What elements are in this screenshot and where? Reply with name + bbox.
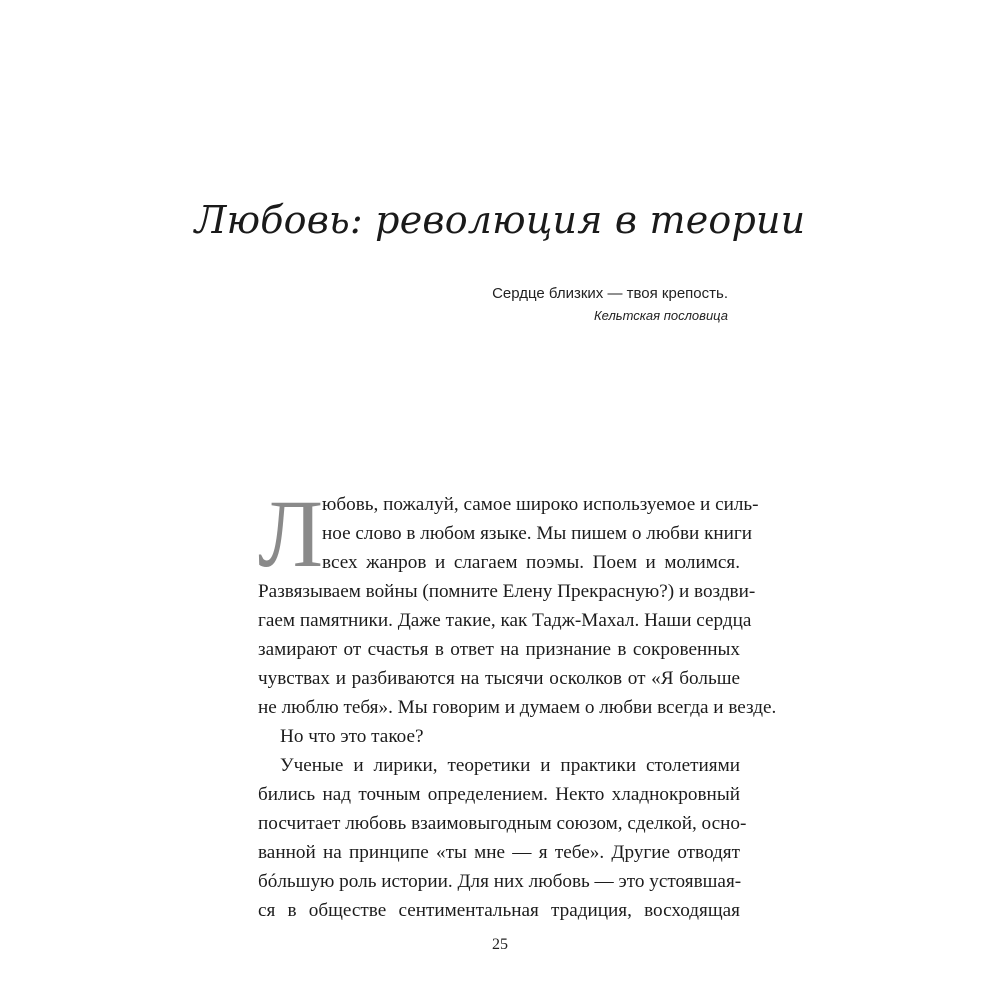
epigraph-source: Кельтская пословица [593,308,728,323]
text-line: Но что это такое? [280,726,424,747]
text-line: посчитает любовь взаимовыгодным союзом, сделкой, осно- [258,813,747,834]
page-number: 25 [492,936,508,953]
epigraph [492,283,728,327]
text-line: бóльшую роль истории. Для них любовь — это устоявшая- [258,871,742,892]
text-line: ное слово в любом языке. Мы пишем о любви книги [322,523,753,544]
body-text [258,480,777,925]
text-line: всех жанров и слагаем поэмы. Поем и молимся. [322,552,740,573]
chapter-title: Любовь: революция в теории [194,198,806,242]
text-line: ванной на принципе «ты мне — я тебе». Другие отводят [258,842,740,863]
text-line: замирают от счастья в ответ на признание в сокровенных [258,639,740,660]
text-line: не люблю тебя». Мы говорим и думаем о любви всегда и везде. [258,697,777,718]
drop-cap: Л [258,480,324,587]
text-line: Развязываем войны (помните Елену Прекрасную?) и воздви- [258,581,756,602]
epigraph-text: Сердце близких — твоя крепость. [492,285,728,302]
text-line: ся в обществе сентиментальная традиция, восходящая [258,900,740,921]
text-line: Ученые и лирики, теоретики и практики столетиями [280,755,740,776]
text-line: гаем памятники. Даже такие, как Тадж-Махал. Наши сердца [258,610,752,631]
text-line: бились над точным определением. Некто хладнокровный [258,784,740,805]
text-line: чувствах и разбиваются на тысячи осколков от «Я больше [258,668,740,689]
text-line: юбовь, пожалуй, самое широко используемое и силь- [322,494,759,515]
